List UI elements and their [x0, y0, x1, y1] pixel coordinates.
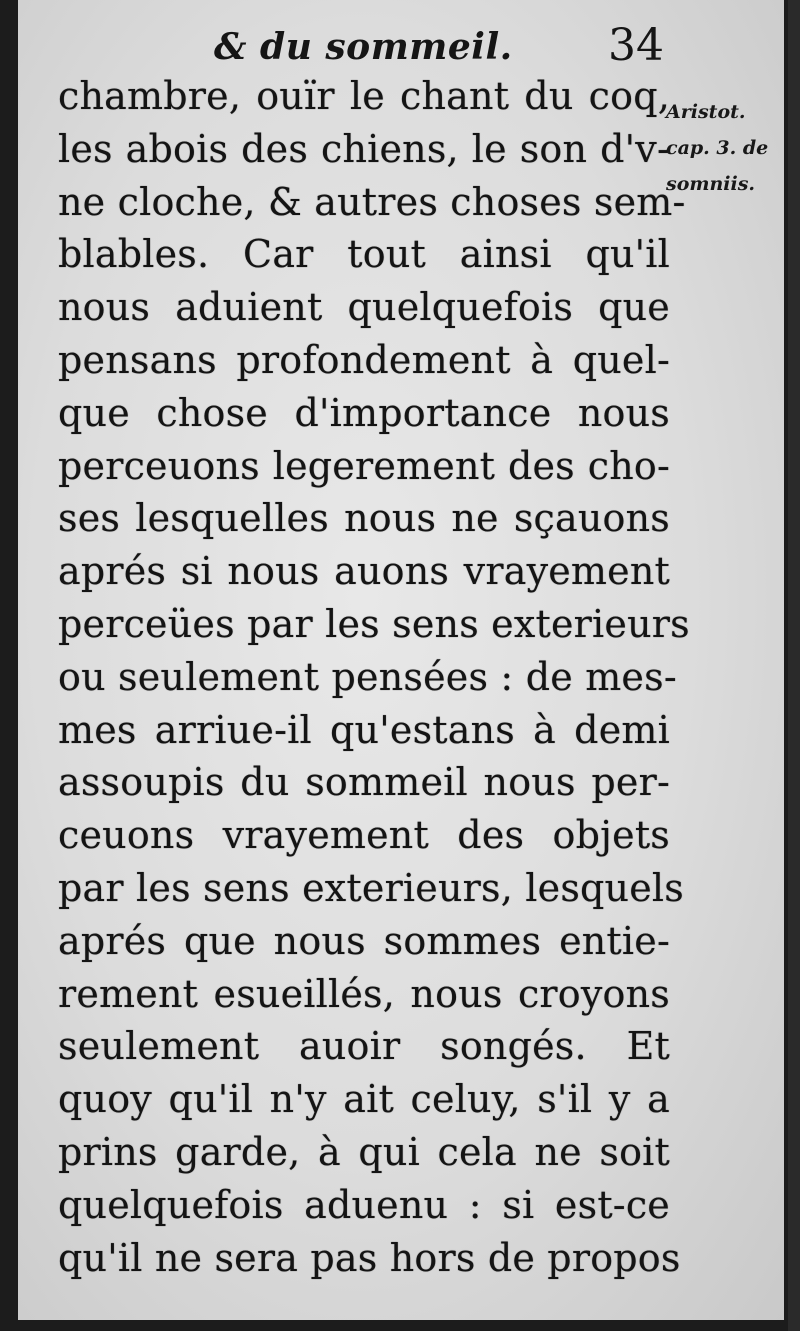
page-number: 34 [608, 20, 664, 71]
margin-note-line: cap. 3. de [666, 137, 769, 159]
margin-note-line: somniis. [666, 173, 756, 195]
margin-note-line: Aristot. [666, 101, 746, 123]
text-line: aprés si nous auons vrayement [58, 549, 670, 594]
body-text [58, 70, 690, 1284]
text-line: chambre, ouïr le chant du coq, [58, 74, 670, 118]
text-line: perceües par les sens exterieurs [58, 601, 690, 646]
text-line: par les sens exterieurs, lesquels [58, 865, 684, 910]
text-line: prins garde, à qui cela ne soit [58, 1129, 670, 1174]
text-line: assoupis du sommeil nous per- [58, 760, 670, 805]
text-line: que chose d'importance nous [58, 390, 670, 435]
running-head [18, 20, 784, 76]
text-line: quoy qu'il n'y ait celuy, s'il y a [58, 1077, 670, 1122]
page-edge-shadow [788, 0, 800, 1331]
text-line: nous aduient quelquefois que [58, 285, 670, 330]
text-line: mes arriue-il qu'estans à demi [58, 707, 670, 752]
text-line: pensans profondement à quel- [58, 337, 670, 382]
text-line: les abois des chiens, le son d'v- [58, 126, 670, 171]
running-title: & du sommeil. [214, 26, 513, 68]
text-line: seulement auoir songés. Et [58, 1024, 670, 1069]
text-line: perceuons legerement des cho- [58, 443, 670, 488]
text-line: aprés que nous sommes entie- [58, 918, 670, 963]
text-line: rement esueillés, nous croyons [58, 971, 670, 1016]
text-line: ou seulement pensées : de mes- [58, 654, 677, 699]
text-line: ne cloche, & autres choses sem- [58, 179, 686, 224]
text-line: qu'il ne sera pas hors de propos [58, 1235, 681, 1280]
text-line: blables. Car tout ainsi qu'il [58, 232, 670, 277]
book-page [18, 0, 784, 1320]
text-line: ceuons vrayement des objets [58, 813, 670, 858]
margin-note [666, 94, 782, 202]
text-line: ses lesquelles nous ne sçauons [58, 496, 670, 541]
text-line: quelquefois aduenu : si est-ce [58, 1182, 670, 1227]
